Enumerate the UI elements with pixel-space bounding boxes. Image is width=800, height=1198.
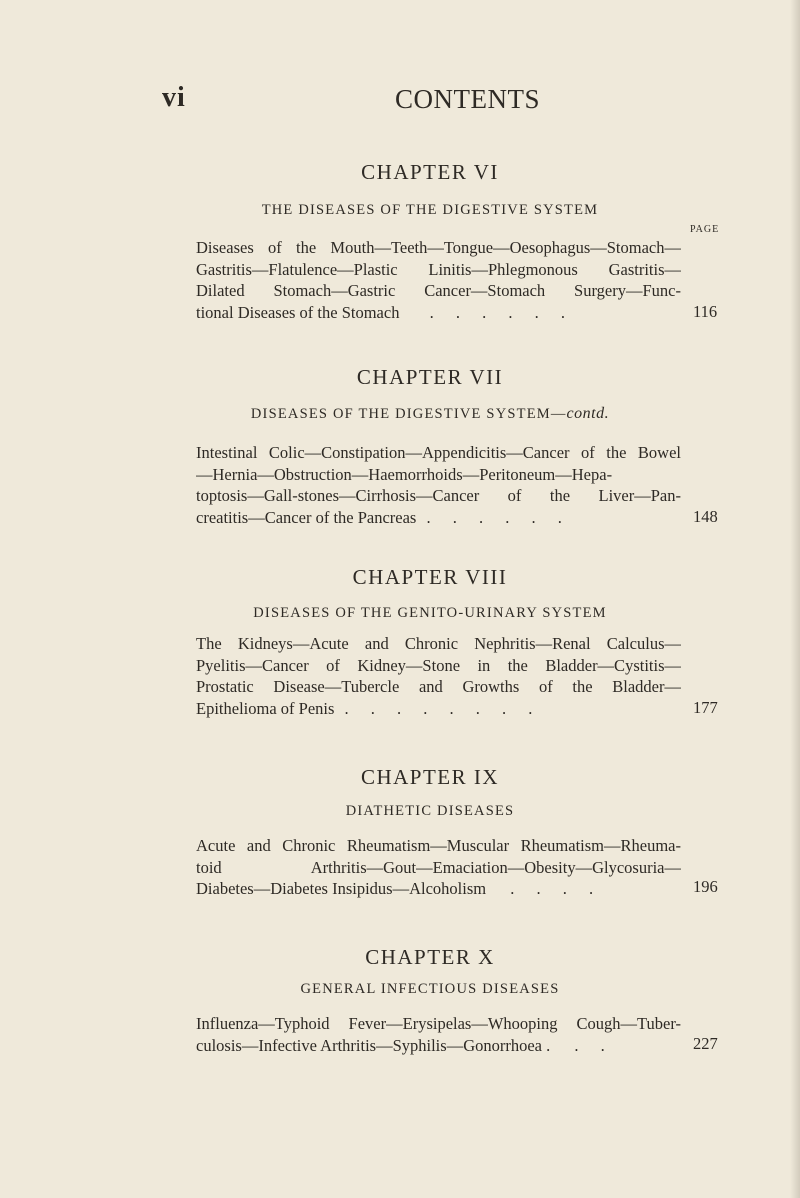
- chapter-title: CHAPTER X: [365, 945, 495, 969]
- dot-leader: . . . . . .: [429, 302, 574, 322]
- page-number: 196: [693, 877, 718, 896]
- chapter-title: CHAPTER VII: [356, 365, 504, 389]
- running-title: CONTENTS: [395, 84, 540, 114]
- entry-line-last: creatitis—Cancer of the Pancreas . . . . . .: [196, 507, 571, 527]
- chapter-subtitle: THE DISEASES OF THE DIGESTIVE SYSTEM: [261, 202, 599, 218]
- entry-line: Influenza—Typhoid Fever—Erysipelas—Whooping Cough—Tuber-: [196, 1014, 681, 1033]
- entry-line: Intestinal Colic—Constipation—Appendicitis—Cancer of the Bowel: [196, 443, 681, 462]
- chapter-title: CHAPTER VIII: [352, 565, 508, 589]
- entry-line: toptosis—Gall-stones—Cirrhosis—Cancer of the Liver—Pan-: [196, 486, 681, 505]
- page-number: 227: [693, 1034, 718, 1053]
- entry-line-last: tional Diseases of the Stomach . . . . . .: [196, 302, 574, 322]
- entry-line: toid Arthritis—Gout—Emaciation—Obesity—Glycosuria—: [196, 857, 681, 877]
- chapter-subtitle: GENERAL INFECTIOUS DISEASES: [300, 981, 560, 997]
- chapter-subtitle: DISEASES OF THE DIGESTIVE SYSTEM—contd.: [250, 405, 610, 422]
- page-folio: vi: [162, 82, 186, 113]
- entry-line-last: Epithelioma of Penis . . . . . . . .: [196, 698, 542, 718]
- page-number: 177: [693, 698, 718, 717]
- chapter-subtitle: DISEASES OF THE GENITO-URINARY SYSTEM: [253, 605, 607, 621]
- chapter-entry: [196, 835, 681, 900]
- chapter-entry: [196, 237, 681, 323]
- chapter-entry: [196, 1013, 681, 1056]
- page-column-label: PAGE: [690, 224, 720, 235]
- dot-leader: . .: [574, 1035, 614, 1055]
- entry-line: Pyelitis—Cancer of Kidney—Stone in the Bladder—Cystitis—: [196, 655, 681, 675]
- dot-leader: . . . .: [510, 879, 603, 898]
- entry-line: Dilated Stomach—Gastric Cancer—Stomach Surgery—Func-: [196, 281, 681, 300]
- entry-line-last: Diabetes—Diabetes Insipidus—Alcoholism . . . .: [196, 879, 603, 898]
- chapter-title: CHAPTER IX: [360, 765, 500, 789]
- dot-leader: . . . . . . . .: [344, 698, 542, 718]
- running-head: [0, 82, 800, 122]
- entry-line: Prostatic Disease—Tubercle and Growths of the Bladder—: [196, 677, 681, 696]
- dot-leader: . . . . . .: [426, 507, 571, 527]
- page-edge-shadow: [790, 0, 800, 1198]
- page-number: 148: [693, 507, 718, 526]
- chapter-title: CHAPTER VI: [361, 160, 499, 184]
- entry-line: Acute and Chronic Rheumatism—Muscular Rheumatism—Rheuma-: [196, 836, 681, 855]
- entry-line: Diseases of the Mouth—Teeth—Tongue—Oesophagus—Stomach—: [196, 238, 681, 257]
- entry-line: The Kidneys—Acute and Chronic Nephritis—Renal Calculus—: [196, 634, 681, 653]
- entry-line-last: culosis—Infective Arthritis—Syphilis—Gonorrhoea . . .: [196, 1035, 614, 1055]
- entry-line: Gastritis—Flatulence—Plastic Linitis—Phlegmonous Gastritis—: [196, 259, 681, 279]
- entry-line: —Hernia—Obstruction—Haemorrhoids—Peritoneum—Hepa-: [196, 464, 613, 484]
- contd-suffix: contd.: [566, 405, 610, 422]
- chapter-subtitle: DIATHETIC DISEASES: [345, 803, 515, 819]
- chapter-entry: [196, 633, 681, 719]
- chapter-entry: [196, 442, 681, 528]
- page-number: 116: [693, 302, 718, 321]
